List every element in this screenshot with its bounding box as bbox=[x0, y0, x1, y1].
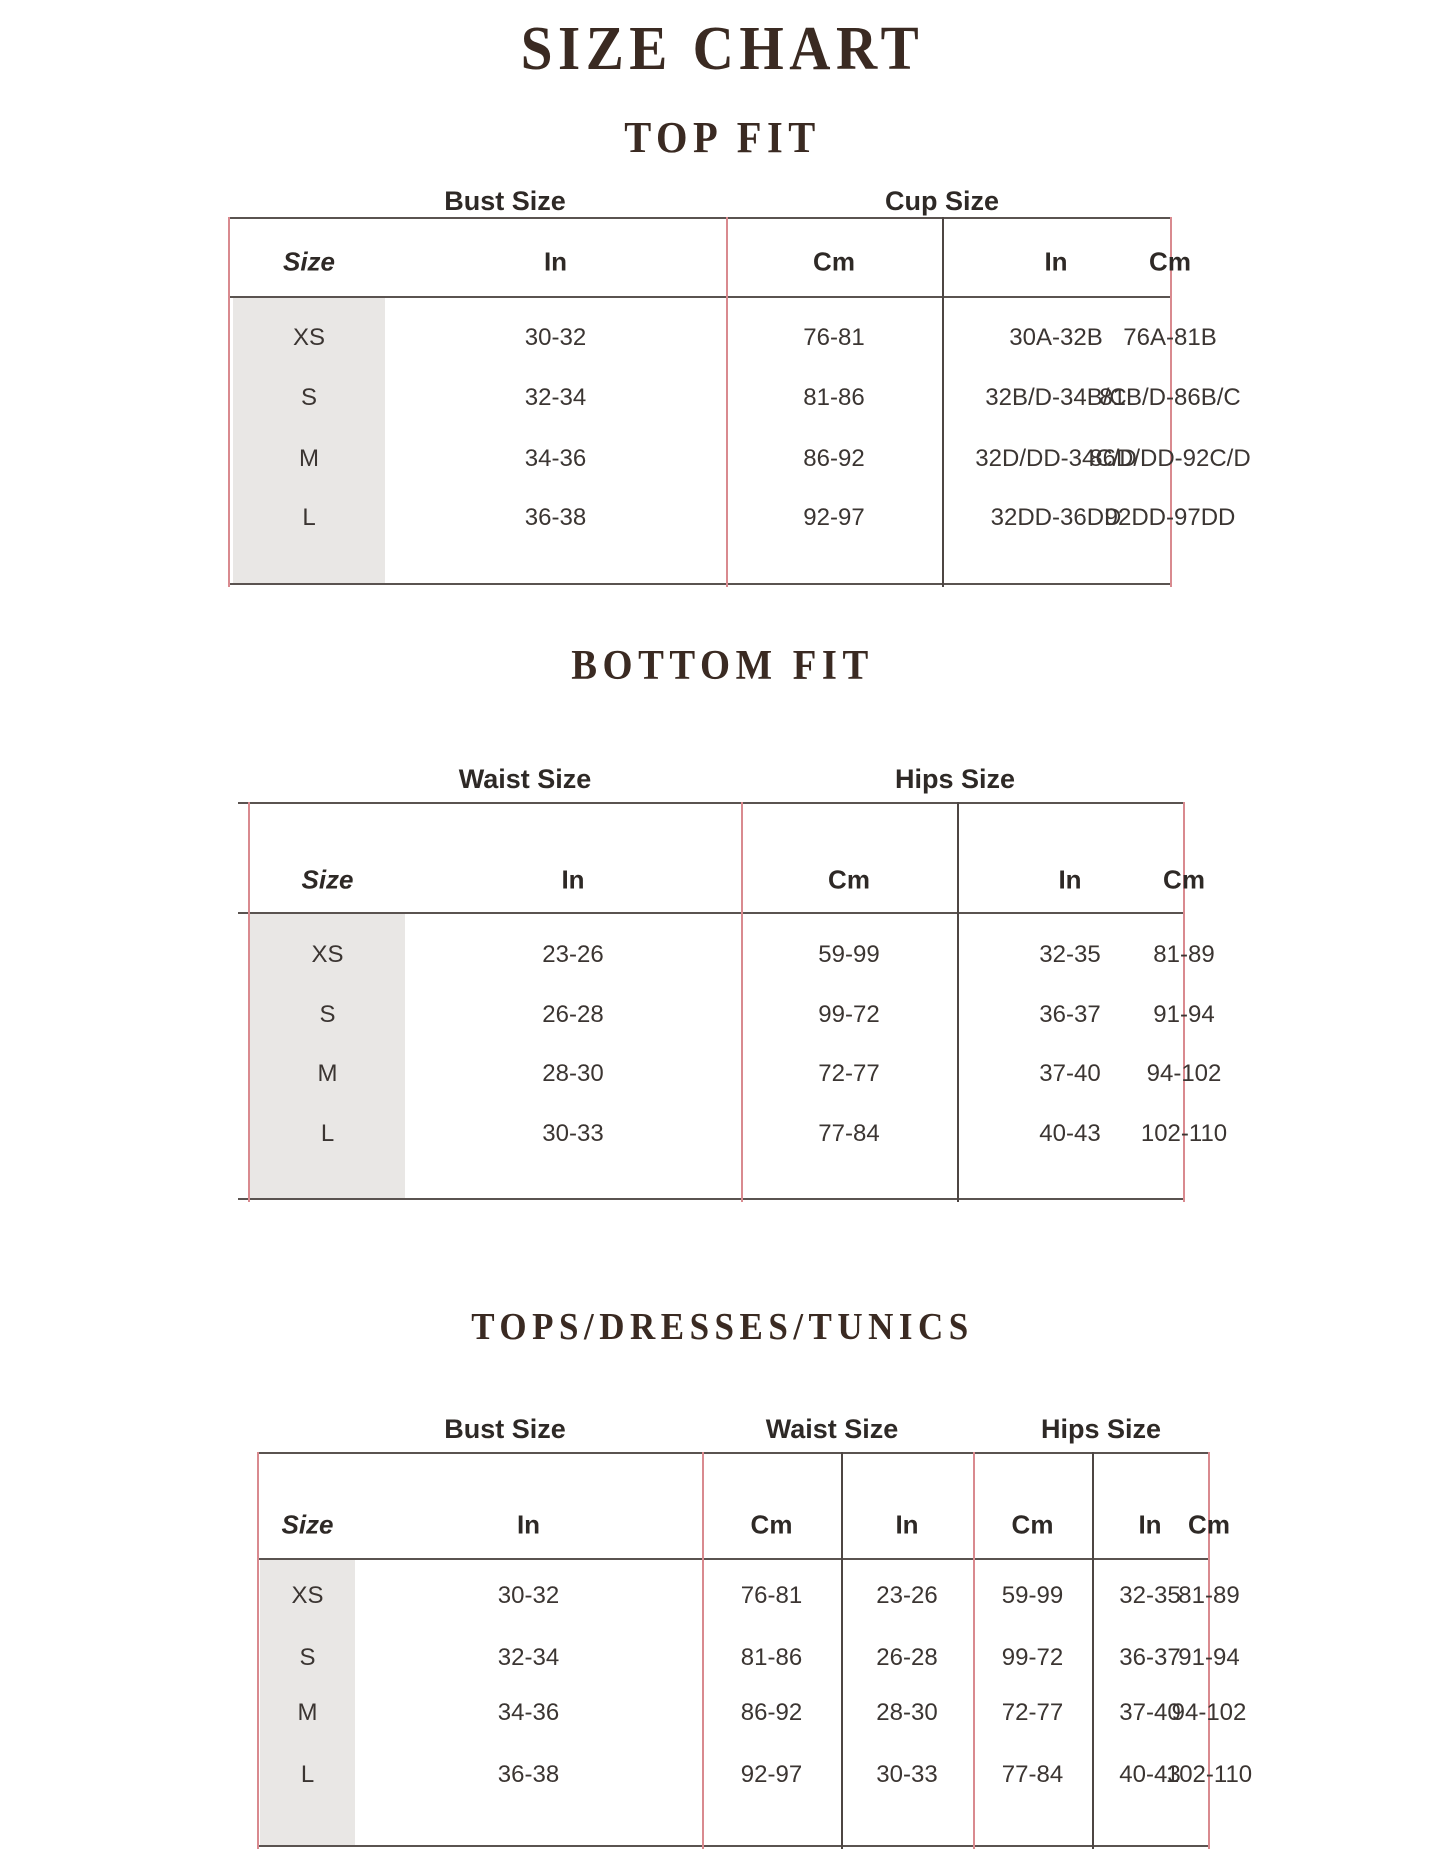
measurement-cell: 30-32 bbox=[497, 1582, 560, 1609]
size-label: XS bbox=[292, 324, 326, 351]
unit-header: In bbox=[561, 864, 585, 895]
table-rule bbox=[228, 217, 1170, 219]
size-label: S bbox=[300, 384, 318, 411]
table-rule bbox=[257, 1845, 1210, 1847]
measurement-cell: 86-92 bbox=[803, 445, 865, 472]
unit-header: Cm bbox=[828, 864, 870, 895]
measurement-cell: 36-37 bbox=[1039, 1001, 1101, 1028]
unit-header: In bbox=[1044, 246, 1068, 277]
size-label: L bbox=[320, 1120, 335, 1147]
section-title: TOPS/DRESSES/TUNICS bbox=[471, 1306, 974, 1348]
measurement-cell: 32B/D-34B/C bbox=[985, 384, 1127, 411]
measurement-cell: 81-86 bbox=[740, 1644, 803, 1671]
page-title: SIZE CHART bbox=[520, 15, 925, 83]
measurement-cell: 40-43 bbox=[1119, 1761, 1181, 1788]
measurement-cell: 36-38 bbox=[524, 504, 587, 531]
table-rule bbox=[257, 1558, 1210, 1560]
measurement-cell: 23-26 bbox=[542, 941, 604, 968]
measurement-cell: 102-110 bbox=[1165, 1761, 1253, 1788]
size-label: M bbox=[299, 445, 319, 472]
group-label: Cup Size bbox=[884, 186, 1000, 216]
unit-header: In bbox=[516, 1509, 541, 1540]
unit-header: In bbox=[1058, 864, 1082, 895]
measurement-cell: 30A-32B bbox=[1009, 324, 1103, 351]
measurement-cell: 72-77 bbox=[1001, 1699, 1064, 1726]
measurement-cell: 92DD-97DD bbox=[1104, 504, 1236, 531]
group-label: Bust Size bbox=[444, 1414, 566, 1444]
measurement-cell: 72-77 bbox=[818, 1060, 880, 1087]
measurement-cell: 30-32 bbox=[524, 324, 587, 351]
measurement-cell: 32D/DD-34C/D bbox=[975, 445, 1137, 472]
measurement-cell: 91-94 bbox=[1178, 1644, 1240, 1671]
measurement-cell: 86-92 bbox=[740, 1699, 803, 1726]
measurement-cell: 32-35 bbox=[1119, 1582, 1181, 1609]
group-divider bbox=[702, 1452, 704, 1849]
measurement-cell: 81-89 bbox=[1178, 1582, 1240, 1609]
measurement-cell: 77-84 bbox=[818, 1120, 880, 1147]
measurement-cell: 91-94 bbox=[1153, 1001, 1215, 1028]
size-label: S bbox=[319, 1001, 336, 1028]
table-rule bbox=[228, 583, 1170, 585]
size-label: M bbox=[297, 1699, 318, 1726]
measurement-cell: 81-86 bbox=[803, 384, 865, 411]
size-label: S bbox=[299, 1644, 316, 1671]
measurement-cell: 36-38 bbox=[497, 1761, 560, 1788]
measurement-cell: 30-33 bbox=[542, 1120, 604, 1147]
unit-header: Cm bbox=[1188, 1509, 1230, 1540]
measurement-cell: 30-33 bbox=[876, 1761, 938, 1788]
measurement-cell: 36-37 bbox=[1119, 1644, 1181, 1671]
table-rule bbox=[238, 802, 1185, 804]
measurement-cell: 81B/D-86B/C bbox=[1099, 384, 1241, 411]
table-rule bbox=[257, 1452, 1210, 1454]
measurement-cell: 99-72 bbox=[1001, 1644, 1064, 1671]
column-divider bbox=[942, 217, 944, 587]
group-label: Waist Size bbox=[458, 764, 592, 794]
measurement-cell: 76-81 bbox=[740, 1582, 803, 1609]
group-label: Waist Size bbox=[765, 1414, 899, 1444]
size-label: XS bbox=[311, 941, 344, 968]
measurement-cell: 40-43 bbox=[1039, 1120, 1101, 1147]
table-rule bbox=[238, 912, 1185, 914]
measurement-cell: 37-40 bbox=[1119, 1699, 1181, 1726]
size-header: Size bbox=[281, 1509, 334, 1540]
table-rule bbox=[238, 1198, 1185, 1200]
group-label: Hips Size bbox=[894, 764, 1016, 794]
table-rule bbox=[228, 296, 1170, 298]
group-label: Hips Size bbox=[1040, 1414, 1162, 1444]
measurement-cell: 26-28 bbox=[876, 1644, 938, 1671]
group-label: Bust Size bbox=[444, 186, 566, 216]
unit-header: Cm bbox=[1011, 1509, 1054, 1540]
measurement-cell: 76-81 bbox=[803, 324, 865, 351]
column-divider bbox=[1092, 1452, 1094, 1849]
measurement-cell: 102-110 bbox=[1140, 1120, 1228, 1147]
measurement-cell: 59-99 bbox=[1001, 1582, 1064, 1609]
measurement-cell: 81-89 bbox=[1153, 941, 1215, 968]
group-divider bbox=[228, 217, 230, 587]
measurement-cell: 32-35 bbox=[1039, 941, 1101, 968]
size-label: L bbox=[300, 1761, 315, 1788]
measurement-cell: 34-36 bbox=[497, 1699, 560, 1726]
measurement-cell: 32-34 bbox=[497, 1644, 560, 1671]
unit-header: In bbox=[543, 246, 568, 277]
measurement-cell: 28-30 bbox=[542, 1060, 604, 1087]
size-label: XS bbox=[291, 1582, 324, 1609]
measurement-cell: 26-28 bbox=[542, 1001, 604, 1028]
column-divider bbox=[957, 802, 959, 1202]
group-divider bbox=[741, 802, 743, 1202]
group-divider bbox=[726, 217, 728, 587]
measurement-cell: 99-72 bbox=[818, 1001, 880, 1028]
measurement-cell: 92-97 bbox=[740, 1761, 803, 1788]
measurement-cell: 59-99 bbox=[818, 941, 880, 968]
measurement-cell: 23-26 bbox=[876, 1582, 938, 1609]
measurement-cell: 32-34 bbox=[524, 384, 587, 411]
group-divider bbox=[257, 1452, 259, 1849]
measurement-cell: 77-84 bbox=[1001, 1761, 1064, 1788]
unit-header: Cm bbox=[1163, 864, 1205, 895]
measurement-cell: 76A-81B bbox=[1123, 324, 1217, 351]
unit-header: In bbox=[1138, 1509, 1162, 1540]
size-label: M bbox=[317, 1060, 338, 1087]
measurement-cell: 37-40 bbox=[1039, 1060, 1101, 1087]
size-label: L bbox=[302, 504, 316, 531]
unit-header: Cm bbox=[813, 246, 855, 277]
measurement-cell: 86D/DD-92C/D bbox=[1089, 445, 1251, 472]
measurement-cell: 34-36 bbox=[524, 445, 587, 472]
measurement-cell: 28-30 bbox=[876, 1699, 938, 1726]
measurement-cell: 32DD-36DD bbox=[990, 504, 1122, 531]
unit-header: Cm bbox=[1149, 246, 1191, 277]
section-title: TOP FIT bbox=[624, 113, 821, 162]
group-divider bbox=[973, 1452, 975, 1849]
unit-header: In bbox=[895, 1509, 919, 1540]
group-divider bbox=[248, 802, 250, 1202]
size-header: Size bbox=[282, 246, 336, 277]
size-header: Size bbox=[301, 864, 354, 895]
measurement-cell: 94-102 bbox=[1146, 1060, 1222, 1087]
measurement-cell: 94-102 bbox=[1171, 1699, 1247, 1726]
section-title: BOTTOM FIT bbox=[571, 643, 874, 689]
measurement-cell: 92-97 bbox=[803, 504, 865, 531]
column-divider bbox=[841, 1452, 843, 1849]
unit-header: Cm bbox=[750, 1509, 793, 1540]
